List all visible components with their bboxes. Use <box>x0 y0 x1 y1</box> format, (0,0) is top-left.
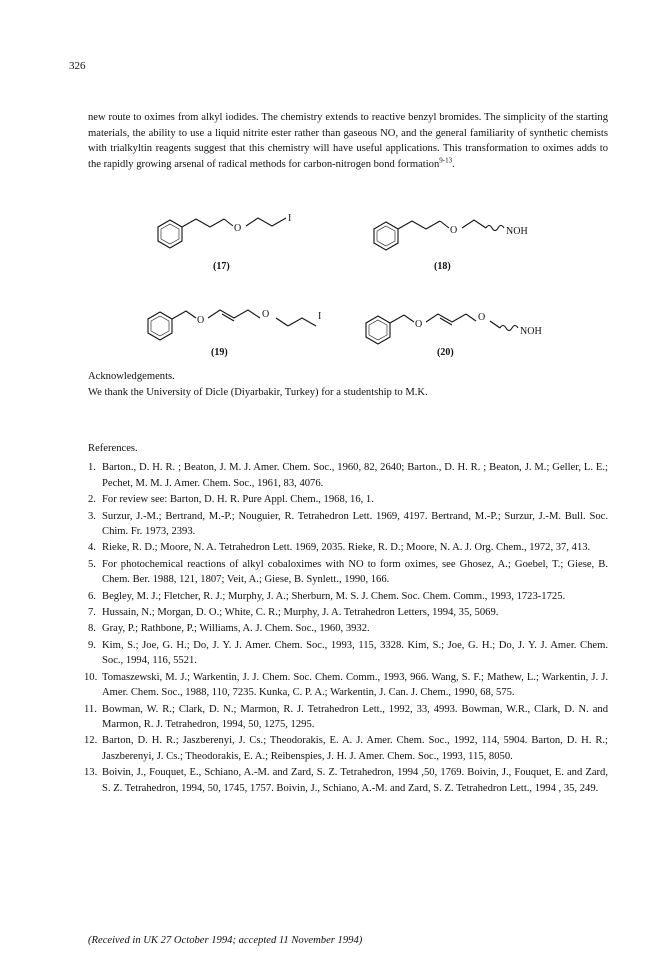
acknowledgements-heading: Acknowledgements. <box>88 371 175 382</box>
reference-number: 10. <box>84 671 98 683</box>
reference-number: 13. <box>84 767 98 779</box>
reference-number: 6. <box>88 590 96 602</box>
reference-number: 12. <box>84 735 98 747</box>
benzene-ring-icon <box>366 316 390 344</box>
compound-17-structure <box>158 218 286 248</box>
paragraph-text: new route to oximes from alkyl iodides. The chemistry extends to reactive benzyl bromides. The simplicity of the starting materials, the ability to use a liquid nitrite ester rather than gaseous NO, and the general familiarity of synthetic chemists with trialkyltin reagents suggest that this chemistry will have useful applications. This transformation to oximes adds to the rapidly growing arsenal of radical methods for carbon-nitrogen bond formation <box>88 112 608 170</box>
reference-text: Tomaszewski, M. J.; Warkentin, J. J. Chem. Soc. Chem. Comm., 1993, 966. Wang, S. F.; Mathew, L.; Warkentin, J. J. Amer. Chem. Soc., 1988, 110, 7235. Kunka, C. P. A.; Warkentin, J. Can. J. Chem., 1990, 68, 575. <box>102 671 608 699</box>
reference-text: Bowman, W. R.; Clark, D. N.; Marmon, R. J. Tetrahedron Lett., 1992, 33, 4993. Bowman, W.R., Clark, D. N. and Marmon, R. J. Tetrahedron, 1994, 50, 1275, 1295. <box>102 703 608 730</box>
acknowledgements-section <box>88 369 428 400</box>
compound-20-oxygen-2: O <box>478 312 486 323</box>
reference-text: Boivin, J., Fouquet, E., Schiano, A.-M. and Zard, S. Z. Tetrahedron, 1994 ,50, 1769. Boivin, J., Fouquet, E. and Zard, S. Z. Tetrahedron, 1994, 50, 1745, 1757. Boivin, J., Schiano, A.-M. and Zard, S. Z. Tetrahedron Lett., 1994 , 35, 249. <box>102 767 608 794</box>
references-heading: References. <box>88 443 138 454</box>
compound-label-17: (17) <box>213 261 230 272</box>
reference-item <box>88 540 608 555</box>
compound-19-structure <box>148 310 316 340</box>
body-paragraph <box>88 110 608 172</box>
benzene-ring-icon <box>148 312 172 340</box>
reference-number: 8. <box>88 623 96 635</box>
reference-item <box>84 765 608 796</box>
compound-label-20: (20) <box>437 347 454 358</box>
page-number: 326 <box>69 60 86 72</box>
received-note: (Received in UK 27 October 1994; accepted 11 November 1994) <box>88 935 363 946</box>
reference-number: 4. <box>88 542 96 554</box>
compound-20-noh: NOH <box>520 326 542 337</box>
paragraph-end: . <box>452 158 455 170</box>
acknowledgements-text: We thank the University of Dicle (Diyarbakir, Turkey) for a studentship to M.K. <box>88 386 428 398</box>
compound-20-oxygen-1: O <box>415 319 423 330</box>
reference-text: Begley, M. J.; Fletcher, R. J.; Murphy, J. A.; Sherburn, M. S. J. Chem. Soc. Chem. Comm., 1993, 1723-1725. <box>102 590 566 602</box>
reference-number: 2. <box>88 494 96 506</box>
citation-superscript: 9-13 <box>439 156 453 165</box>
reference-text: For review see: Barton, D. H. R. Pure Appl. Chem., 1968, 16, 1. <box>102 494 374 506</box>
compound-17-iodine: I <box>288 213 292 224</box>
reference-item <box>88 492 608 507</box>
reference-item <box>88 638 608 669</box>
reference-number: 11. <box>84 703 97 715</box>
reference-number: 7. <box>88 607 96 619</box>
reference-text: Rieke, R. D.; Moore, N. A. Tetrahedron Lett. 1969, 2035. Rieke, R. D.; Moore, N. A. J. Org. Chem., 1972, 37, 413. <box>102 542 591 554</box>
compound-17-oxygen: O <box>234 223 242 234</box>
compound-18-structure <box>374 220 504 250</box>
reference-item <box>88 460 608 491</box>
reference-item <box>88 589 608 604</box>
reference-item <box>84 702 608 733</box>
reference-item <box>88 605 608 620</box>
compound-18-noh: NOH <box>506 226 528 237</box>
reference-item <box>88 509 608 540</box>
reference-text: Barton., D. H. R. ; Beaton, J. M. J. Amer. Chem. Soc., 1960, 82, 2640; Barton., D. H. R. ; Beaton, J. M.; Geller, L. E.; Pechet, M. M. J. Amer. Chem. Soc., 1961, 83, 4076. <box>102 462 608 489</box>
benzene-ring-icon <box>374 222 398 250</box>
reference-item <box>84 733 608 764</box>
reference-number: 9. <box>88 639 96 651</box>
reference-text: Surzur, J.-M.; Bertrand, M.-P.; Nouguier, R. Tetrahedron Lett. 1969, 4197. Bertrand, M.-P.; Surzur, J.-M. Bull. Soc. Chim. Fr. 1973, 2393. <box>102 510 608 538</box>
compound-20-structure <box>366 314 518 344</box>
reference-text: Kim, S.; Joe, G. H.; Do, J. Y. J. Amer. Chem. Soc., 1993, 115, 3328. Kim, S.; Joe, G. H.; Do, J. Y. J. Amer. Chem. Soc., 1994, 116, 5521. <box>102 639 608 667</box>
benzene-ring-icon <box>158 220 182 248</box>
reference-number: 5. <box>88 558 96 570</box>
references-section <box>84 441 608 797</box>
references-list <box>84 460 608 796</box>
reference-text: Hussain, N.; Morgan, D. O.; White, C. R.; Murphy, J. A. Tetrahedron Letters, 1994, 35, 5069. <box>102 607 499 619</box>
reference-item <box>88 621 608 636</box>
reference-text: For photochemical reactions of alkyl cobaloximes with NO to form oximes, see Ghosez, A.; Goebel, T.; Giese, B. Chem. Ber. 1988, 121, 1807; Veit, A.; Giese, B. Synlett., 1990, 166. <box>102 558 608 586</box>
compound-18-oxygen: O <box>450 225 458 236</box>
reference-number: 1. <box>88 462 96 474</box>
reference-number: 3. <box>88 510 96 522</box>
compound-19-iodine: I <box>318 311 322 322</box>
reference-text: Gray, P.; Rathbone, P.; Williams, A. J. Chem. Soc., 1960, 3932. <box>102 623 370 635</box>
compound-label-19: (19) <box>211 347 228 358</box>
reference-item <box>84 670 608 701</box>
reference-text: Barton, D. H. R.; Jaszberenyi, J. Cs.; Theodorakis, E. A. J. Amer. Chem. Soc., 1992, 114, 5904. Barton, D. H. R.; Jaszberenyi, J. Cs.; Theodorakis, E. A.; Reibenspies, J. H. J. Amer. Chem. Soc., 1993, 115, 8050. <box>102 735 608 762</box>
compound-19-oxygen-1: O <box>197 315 205 326</box>
compound-19-oxygen-2: O <box>262 309 270 320</box>
reference-item <box>88 557 608 588</box>
compound-label-18: (18) <box>434 261 451 272</box>
